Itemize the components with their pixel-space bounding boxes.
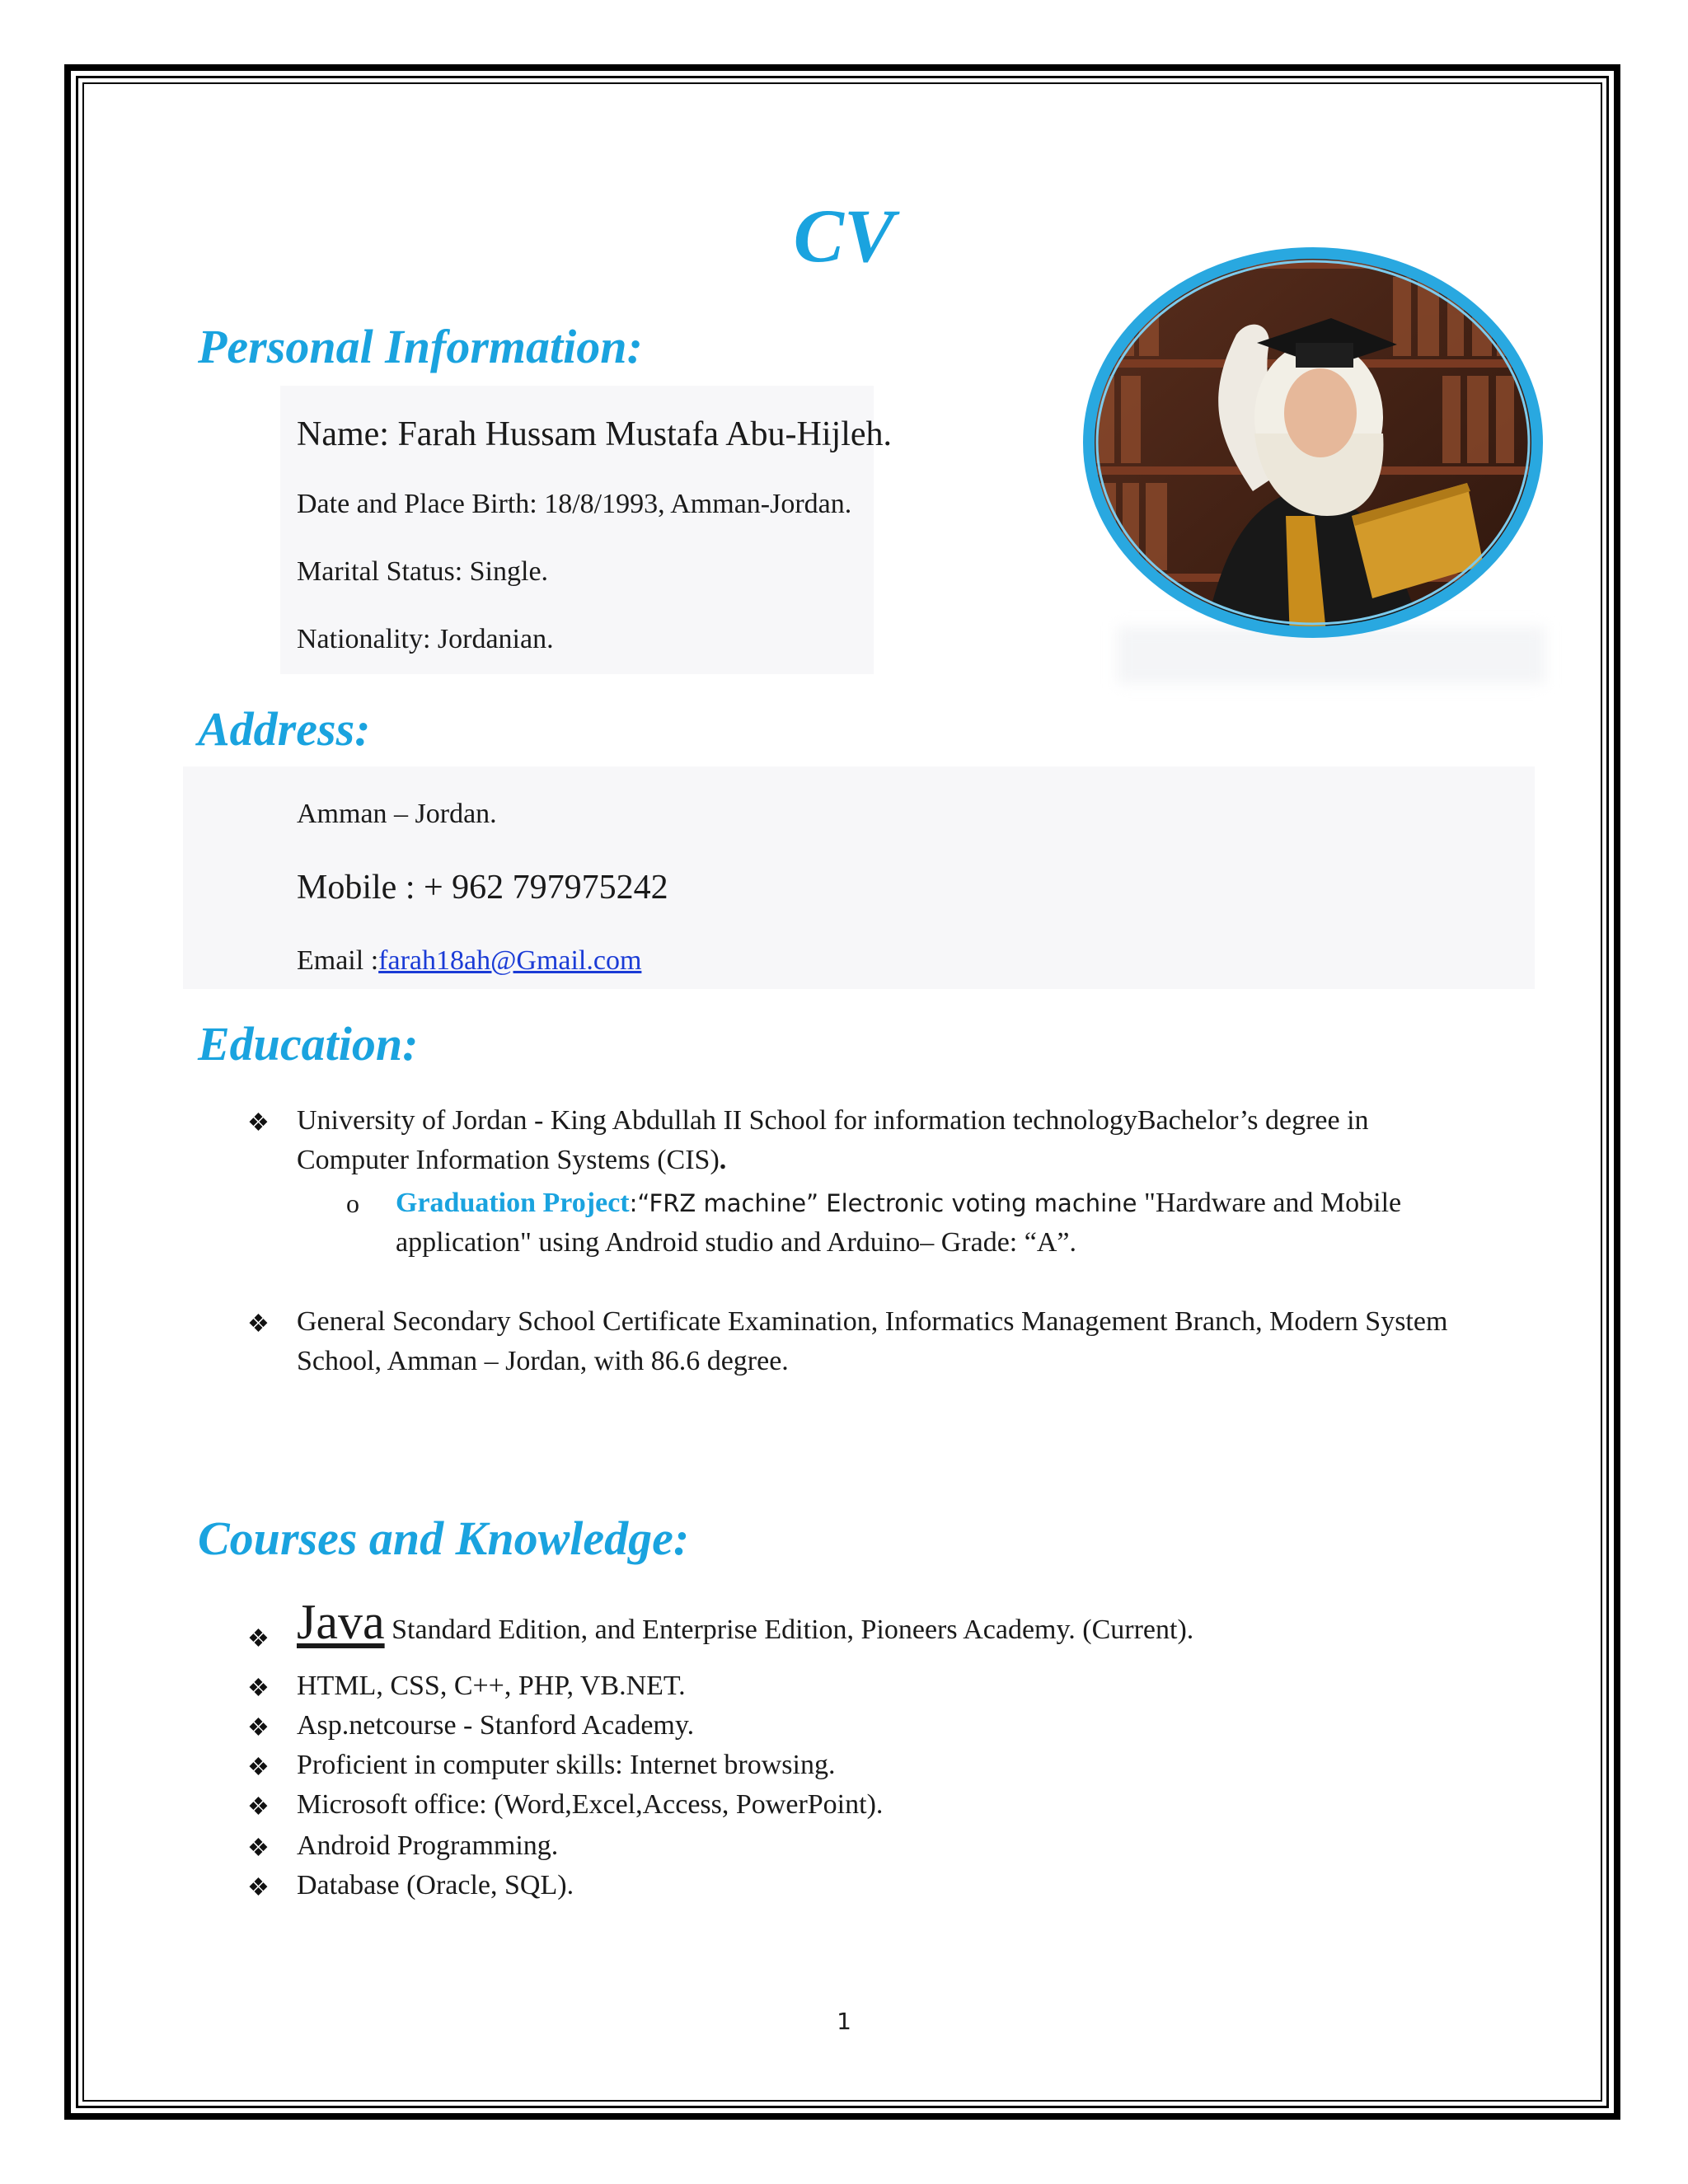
course-bullet-4: ❖ xyxy=(247,1754,270,1781)
address-heading: Address: xyxy=(198,702,371,756)
name-line: Name: Farah Hussam Mustafa Abu-Hijleh. xyxy=(297,415,893,453)
mobile-line: Mobile : + 962 797975242 xyxy=(297,869,668,907)
project-label: Graduation Project xyxy=(396,1188,630,1218)
course-bullet-2: ❖ xyxy=(247,1675,270,1702)
project-name: “FRZ machine” Electronic voting machine xyxy=(637,1189,1137,1217)
course-item-computer-skills: Proficient in computer skills: Internet browsing. xyxy=(297,1750,836,1780)
email-link[interactable]: farah18ah@Gmail.com xyxy=(378,945,642,976)
course-item-java: Java Standard Edition, and Enterprise Edition, Pioneers Academy. (Current). xyxy=(297,1595,1194,1649)
marital-line: Marital Status: Single. xyxy=(297,556,549,587)
nationality-line: Nationality: Jordanian. xyxy=(297,624,554,654)
course-item-android: Android Programming. xyxy=(297,1830,559,1861)
course-bullet-7: ❖ xyxy=(247,1874,270,1901)
birth-line: Date and Place Birth: 18/8/1993, Amman-Jordan. xyxy=(297,489,852,519)
education-heading: Education: xyxy=(198,1017,419,1071)
email-label: Email : xyxy=(297,945,379,976)
education-item-university: University of Jordan - King Abdullah II School for information technologyBachelor’s degree in Computer Information Systems (CIS). xyxy=(297,1105,1369,1175)
profile-photo xyxy=(1080,244,1546,641)
course-bullet-3: ❖ xyxy=(247,1714,270,1741)
cv-title: CV xyxy=(793,194,895,278)
graduation-project: Graduation Project:“FRZ machine” Electronic voting machine "Hardware and Mobile application" using Android studio and Arduino– Grade: “A”. xyxy=(396,1188,1402,1258)
project-details: "Hardware and Mobile application" using Android studio and Arduino– Grade: “A”. xyxy=(396,1188,1402,1258)
course-item-database: Database (Oracle, SQL). xyxy=(297,1870,574,1900)
course-item-office: Microsoft office: (Word,Excel,Access, PowerPoint). xyxy=(297,1789,884,1820)
project-sub-bullet: o xyxy=(346,1188,359,1218)
education-bullet-2: ❖ xyxy=(247,1310,270,1338)
java-word: Java xyxy=(297,1595,385,1649)
course-item-aspnet: Asp.netcourse - Stanford Academy. xyxy=(297,1710,695,1741)
courses-heading: Courses and Knowledge: xyxy=(198,1511,690,1565)
course-item-web: HTML, CSS, C++, PHP, VB.NET. xyxy=(297,1671,686,1701)
education-bullet-1: ❖ xyxy=(247,1109,270,1137)
course-bullet-5: ❖ xyxy=(247,1793,270,1821)
page-number: 1 xyxy=(837,2008,851,2035)
personal-info-heading: Personal Information: xyxy=(198,320,643,373)
city-line: Amman – Jordan. xyxy=(297,799,497,829)
education-item-secondary: General Secondary School Certificate Examination, Informatics Management Branch, Modern System School, Amman – Jordan, with 86.6 degree. xyxy=(297,1306,1448,1376)
email-line xyxy=(297,944,641,978)
course-bullet-6: ❖ xyxy=(247,1835,270,1862)
course-bullet-1: ❖ xyxy=(247,1625,270,1652)
